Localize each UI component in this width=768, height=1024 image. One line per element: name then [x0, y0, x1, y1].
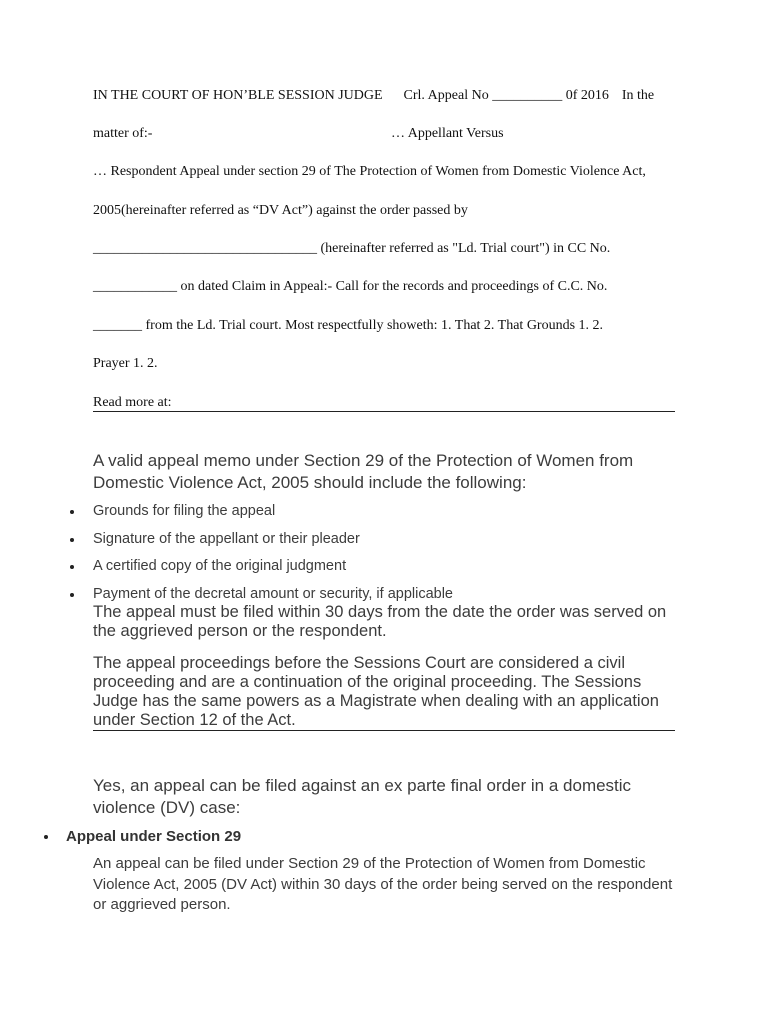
section1-intro: A valid appeal memo under Section 29 of the Protection of Women from Domestic Violence Act, 2005 should include the following: [93, 451, 634, 492]
list-item: Grounds for filing the appeal [93, 503, 276, 519]
in-the-text: In the [621, 88, 655, 103]
read-more-link[interactable]: Read more at: [93, 395, 172, 410]
bullet-icon [70, 538, 74, 542]
memo-line-7: _______ from the Ld. Trial court. Most respectfully showeth: 1. That 2. That Grounds 1. 2. [93, 318, 604, 333]
section2-intro: Yes, an appeal can be filed against an ex parte final order in a domestic violence (DV) case: [93, 776, 632, 817]
memo-line-1 [93, 88, 654, 104]
memo-line-3: … Respondent Appeal under section 29 of The Protection of Women from Domestic Violence Act, [93, 164, 646, 179]
appellant-versus-text: … Appellant Versus [391, 126, 504, 141]
list-item: Signature of the appellant or their pleader [93, 531, 360, 547]
memo-line-6: ____________ on dated Claim in Appeal:- Call for the records and proceedings of C.C. No. [93, 279, 608, 294]
list-item: Payment of the decretal amount or security, if applicable [93, 586, 454, 602]
memo-line-4: 2005(hereinafter referred as “DV Act”) against the order passed by [93, 203, 468, 218]
court-heading: IN THE COURT OF HON’BLE SESSION JUDGE [93, 88, 383, 103]
bullet-icon [70, 593, 74, 597]
section2-heading: Appeal under Section 29 [66, 828, 242, 845]
bullet-icon [70, 510, 74, 514]
bullet-icon [70, 565, 74, 569]
section2-para: An appeal can be filed under Section 29 of the Protection of Women from Domestic Violence Act, 2005 (DV Act) within 30 days of the order being served on the respondent or aggrieved person. [93, 855, 673, 913]
memo-line-2 [93, 126, 152, 142]
bullet-icon [44, 835, 48, 839]
memo-line-5: ________________________________ (hereinafter referred as "Ld. Trial court") in CC No. [93, 241, 611, 256]
divider [93, 730, 675, 731]
section1-para-deadline: The appeal must be filed within 30 days from the date the order was served on the aggrieved person or the respondent. [93, 603, 667, 640]
memo-line-8: Prayer 1. 2. [93, 356, 158, 371]
divider [93, 411, 675, 412]
appeal-number: Crl. Appeal No __________ 0f 2016 [403, 88, 609, 103]
list-item: A certified copy of the original judgment [93, 558, 347, 574]
section1-para-proceedings: The appeal proceedings before the Sessions Court are considered a civil proceeding and are a continuation of the original proceeding. The Sessions Judge has the same powers as a Magistrate when dealing with an application under Section 12 of the Act. [93, 654, 659, 729]
matter-of-text: matter of:- [93, 126, 153, 141]
